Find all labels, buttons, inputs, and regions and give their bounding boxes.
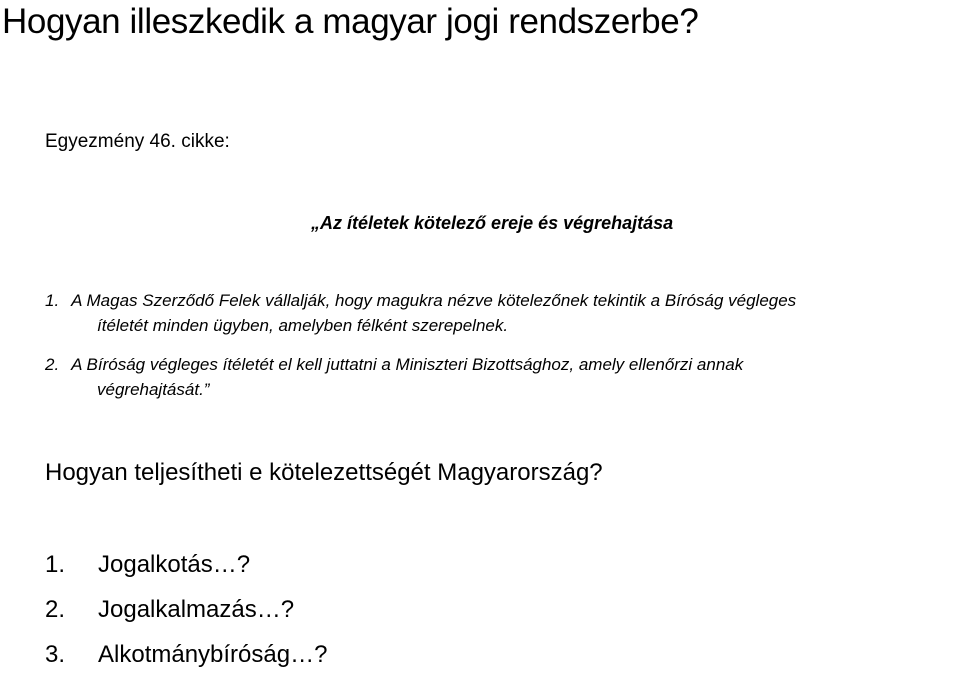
- paragraph-text-line-2: ítéletét minden ügyben, amelyben félként szerepelnek.: [97, 316, 509, 335]
- paragraph-text-line-1: A Magas Szerződő Felek vállalják, hogy magukra nézve kötelezőnek tekintik a Bíróság végleges: [71, 291, 797, 310]
- list-item-number: 1.: [45, 551, 66, 578]
- list-item-label: Jogalkotás…?: [98, 551, 251, 578]
- paragraph-number: 2.: [45, 355, 60, 374]
- question-text: Hogyan teljesítheti e kötelezettségét Magyarország?: [45, 459, 603, 486]
- paragraph-number: 1.: [45, 291, 60, 310]
- article-paragraph-1: [45, 288, 960, 338]
- paragraph-text-line-1: A Bíróság végleges ítéletét el kell juttatni a Miniszteri Bizottsághoz, amely ellenőrzi annak: [71, 355, 744, 374]
- list-item: [45, 549, 327, 594]
- list-item-label: Alkotmánybíróság…?: [98, 641, 328, 668]
- list-item-number: 2.: [45, 596, 66, 623]
- list-item: [45, 594, 327, 639]
- list-item-number: 3.: [45, 641, 66, 668]
- article-paragraph-2: [45, 352, 960, 402]
- slide-title: Hogyan illeszkedik a magyar jogi rendszerbe?: [2, 2, 699, 41]
- list-item: [45, 639, 327, 684]
- paragraph-text-line-2: végrehajtását.”: [97, 380, 210, 399]
- quoted-article-title: „Az ítéletek kötelező ereje és végrehajtása: [311, 213, 674, 233]
- options-list: [45, 549, 327, 684]
- article-heading: Egyezmény 46. cikke:: [45, 131, 230, 152]
- list-item-label: Jogalkalmazás…?: [98, 596, 295, 623]
